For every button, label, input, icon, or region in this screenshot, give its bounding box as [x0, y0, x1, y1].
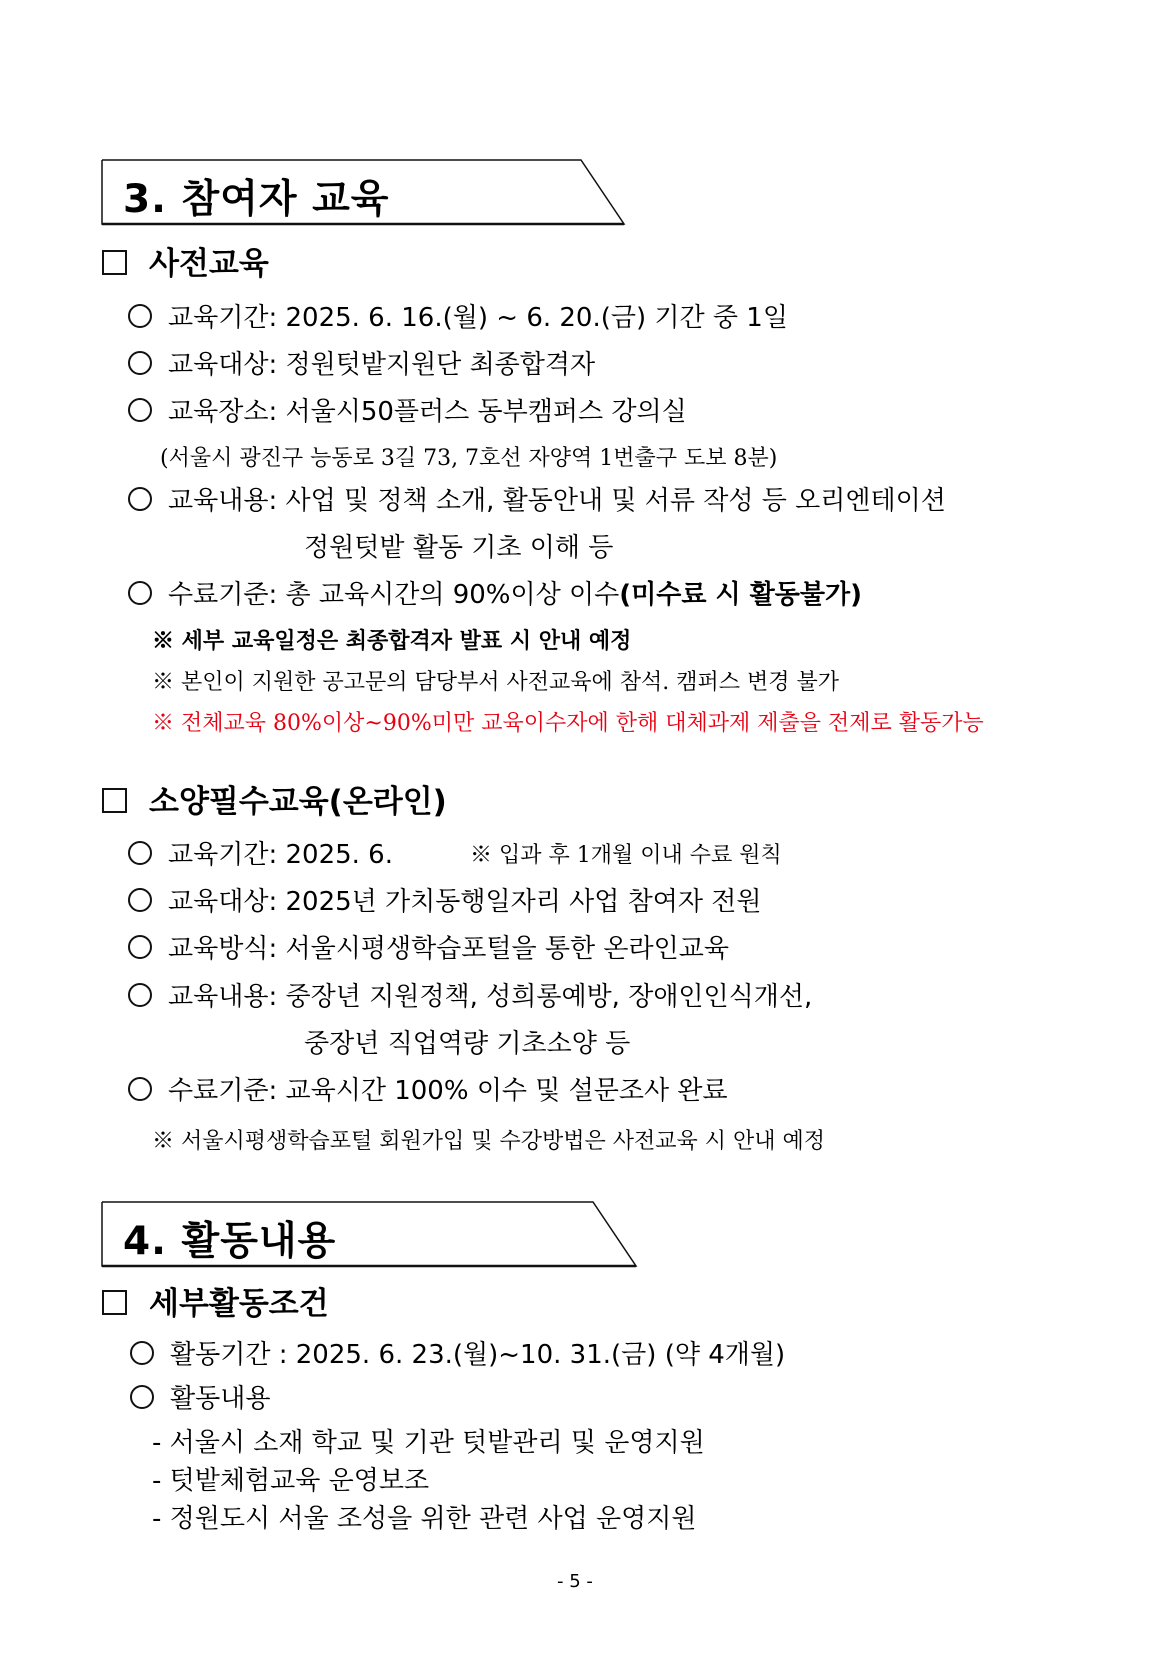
online-period-note: ※ 입과 후 1개월 이내 수료 원칙: [470, 843, 782, 868]
circle-bullet-icon: [128, 935, 152, 959]
pre-location-item: 교육장소: 서울시50플러스 동부캠퍼스 강의실: [128, 391, 687, 428]
page-number: - 5 -: [557, 1571, 593, 1592]
checkbox-square-icon: [102, 1290, 127, 1315]
online-method-item: 교육방식: 서울시평생학습포털을 통한 온라인교육: [128, 928, 729, 965]
pre-location-note: (서울시 광진구 능동로 3길 73, 7호선 자양역 1번출구 도보 8분): [160, 446, 778, 471]
section-3-title: 3. 참여자 교육: [123, 177, 390, 222]
circle-bullet-icon: [128, 304, 152, 328]
circle-bullet-icon: [128, 888, 152, 912]
circle-bullet-icon: [128, 983, 152, 1007]
circle-bullet-icon: [130, 1341, 154, 1365]
online-period-item: 교육기간: 2025. 6.: [128, 834, 393, 871]
checkbox-square-icon: [102, 788, 127, 813]
pre-note-schedule: ※ 세부 교육일정은 최종합격자 발표 시 안내 예정: [152, 628, 632, 654]
pre-note-alternative: ※ 전체교육 80%이상~90%미만 교육이수자에 한해 대체과제 제출을 전제로 활동가능: [152, 711, 984, 736]
section-4-banner: [101, 1200, 638, 1268]
pre-period-item: 교육기간: 2025. 6. 16.(월) ~ 6. 20.(금) 기간 중 1일: [128, 297, 788, 334]
online-target-item: 교육대상: 2025년 가치동행일자리 사업 참여자 전원: [128, 881, 761, 918]
circle-bullet-icon: [128, 351, 152, 375]
circle-bullet-icon: [128, 398, 152, 422]
online-note-portal: ※ 서울시평생학습포털 회원가입 및 수강방법은 사전교육 시 안내 예정: [152, 1129, 826, 1154]
checkbox-square-icon: [102, 250, 127, 275]
pre-education-heading: 사전교육: [102, 238, 269, 283]
pre-note-campus: ※ 본인이 지원한 공고문의 담당부서 사전교육에 참석. 캠퍼스 변경 불가: [152, 670, 839, 695]
online-content-continuation: 중장년 직업역량 기초소양 등: [304, 1029, 631, 1059]
activity-content-item: 활동내용: [130, 1378, 270, 1415]
pre-completion-item: 수료기준: 총 교육시간의 90%이상 이수(미수료 시 활동불가): [128, 574, 862, 611]
section-3-banner: [101, 158, 626, 226]
circle-bullet-icon: [128, 1077, 152, 1101]
section-4-title: 4. 활동내용: [123, 1219, 337, 1264]
pre-content-item: 교육내용: 사업 및 정책 소개, 활동안내 및 서류 작성 등 오리엔테이션: [128, 480, 946, 517]
activity-conditions-heading: 세부활동조건: [102, 1278, 329, 1323]
pre-target-item: 교육대상: 정원텃밭지원단 최종합격자: [128, 344, 595, 381]
online-education-heading: 소양필수교육(온라인): [102, 776, 447, 821]
activity-detail-3: - 정원도시 서울 조성을 위한 관련 사업 운영지원: [152, 1504, 697, 1534]
activity-detail-2: - 텃밭체험교육 운영보조: [152, 1466, 430, 1496]
pre-content-continuation: 정원텃밭 활동 기초 이해 등: [304, 533, 614, 563]
circle-bullet-icon: [128, 581, 152, 605]
online-content-item: 교육내용: 중장년 지원정책, 성희롱예방, 장애인인식개선,: [128, 976, 812, 1013]
circle-bullet-icon: [128, 487, 152, 511]
circle-bullet-icon: [130, 1385, 154, 1409]
online-completion-item: 수료기준: 교육시간 100% 이수 및 설문조사 완료: [128, 1070, 728, 1107]
circle-bullet-icon: [128, 841, 152, 865]
activity-detail-1: - 서울시 소재 학교 및 기관 텃밭관리 및 운영지원: [152, 1428, 705, 1458]
activity-period-item: 활동기간 : 2025. 6. 23.(월)~10. 31.(금) (약 4개월): [130, 1334, 785, 1371]
